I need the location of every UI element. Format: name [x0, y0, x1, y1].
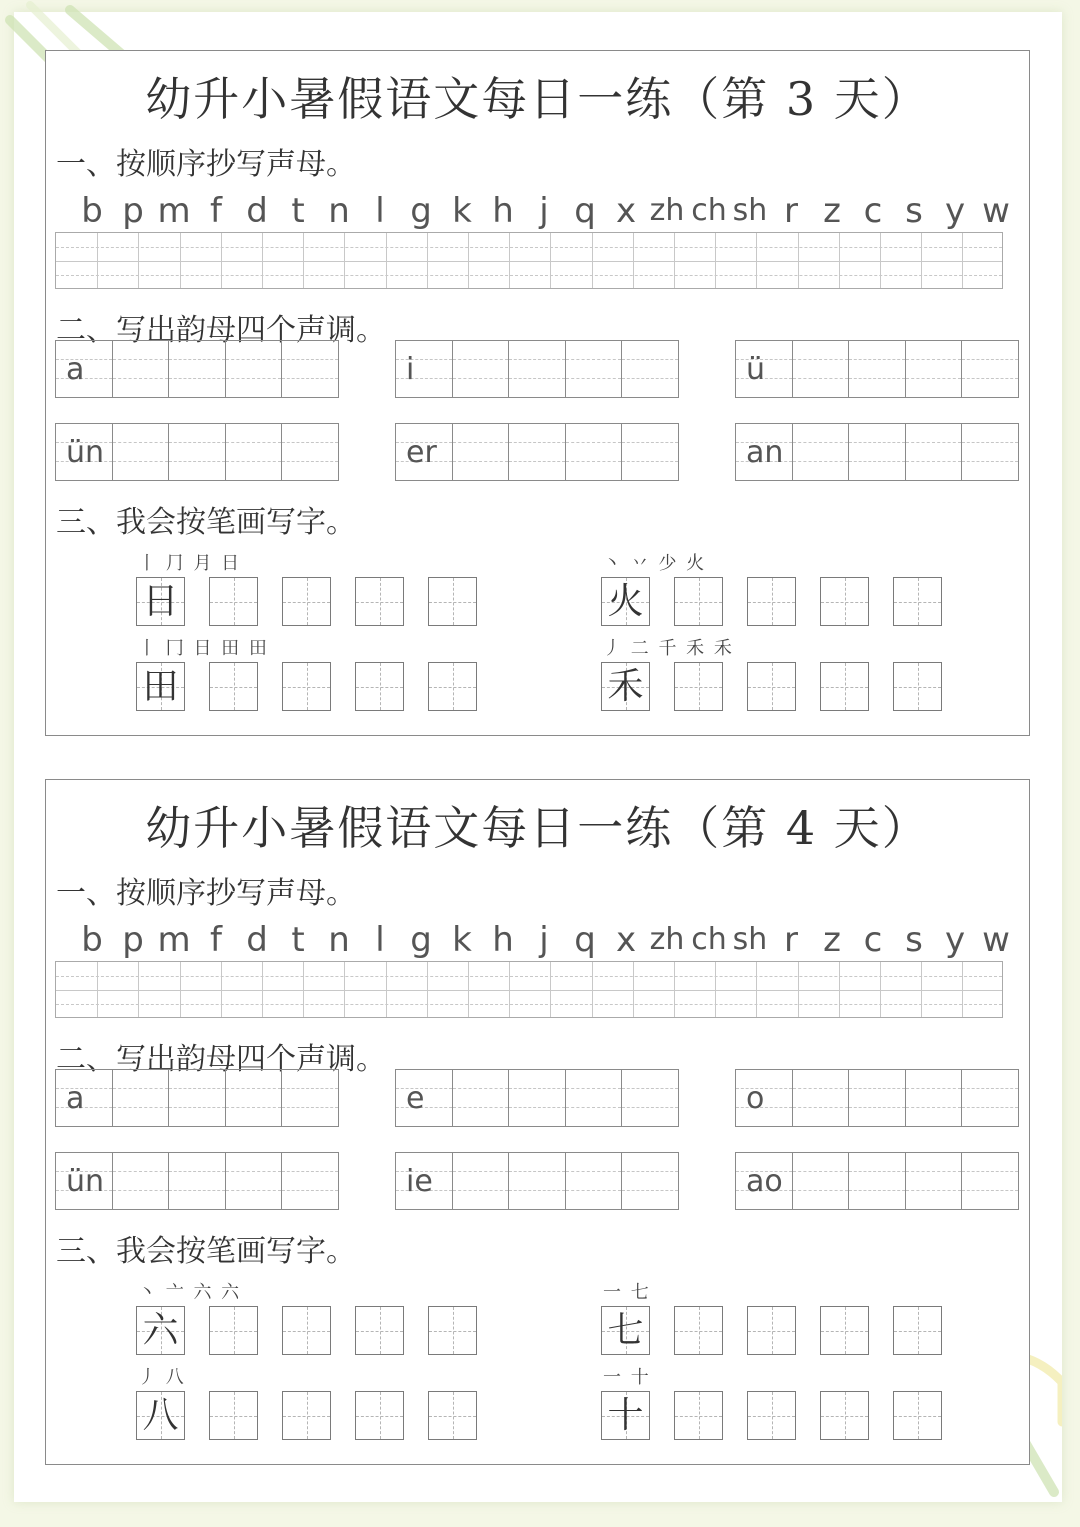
final-label-cell	[56, 1153, 112, 1209]
worksheet-title: 幼升小暑假语文每日一练（第 3 天）	[145, 72, 930, 126]
grid-divider	[550, 233, 551, 288]
tian-grid-write-box[interactable]	[893, 577, 942, 626]
grid-line	[56, 1004, 1002, 1005]
initial-letter: s	[905, 920, 923, 960]
tian-grid-write-box[interactable]	[355, 1306, 404, 1355]
tian-grid-write-box[interactable]	[282, 1306, 331, 1355]
tone-practice-box[interactable]	[55, 340, 339, 398]
final-label-cell	[736, 1070, 792, 1126]
tian-grid-write-box[interactable]	[820, 577, 869, 626]
grid-divider	[921, 233, 922, 288]
tone-write-cell[interactable]	[792, 1153, 849, 1209]
tian-grid-write-box[interactable]	[747, 662, 796, 711]
initial-letter: t	[291, 191, 305, 231]
grid-divider	[880, 233, 881, 288]
initial-letter: p	[122, 191, 144, 231]
tone-practice-box[interactable]	[735, 1152, 1019, 1210]
stroke-order-guide: 丨 ⺆ 月 日	[138, 553, 242, 574]
initial-letter: f	[210, 920, 222, 960]
initial-letter: q	[574, 920, 596, 960]
tone-write-cell[interactable]	[168, 341, 225, 397]
grid-divider	[180, 233, 181, 288]
grid-divider	[138, 233, 139, 288]
initial-letter: w	[982, 920, 1010, 960]
tian-grid-write-box[interactable]	[428, 1391, 477, 1440]
tone-practice-box[interactable]	[55, 1152, 339, 1210]
tone-write-cell[interactable]	[848, 424, 905, 480]
four-line-writing-grid[interactable]	[55, 961, 1003, 1018]
initial-letter: zh	[649, 193, 685, 228]
tone-practice-box[interactable]	[395, 1152, 679, 1210]
section-title-tones: 二、写出韵母四个声调。	[56, 313, 386, 348]
tone-write-cell[interactable]	[508, 424, 565, 480]
initial-letter: n	[328, 920, 350, 960]
model-character-box	[601, 1391, 650, 1440]
grid-divider	[798, 962, 799, 1017]
tone-write-cell[interactable]	[281, 1153, 338, 1209]
tone-write-cell[interactable]	[281, 341, 338, 397]
tone-write-cell[interactable]	[905, 1153, 962, 1209]
tian-grid-write-box[interactable]	[747, 577, 796, 626]
final-label: o	[746, 1081, 765, 1116]
grid-divider	[386, 233, 387, 288]
tone-write-cell[interactable]	[112, 424, 169, 480]
tone-write-cell[interactable]	[905, 424, 962, 480]
tone-practice-box[interactable]	[395, 340, 679, 398]
tone-practice-box[interactable]	[55, 1069, 339, 1127]
grid-divider	[221, 962, 222, 1017]
initial-letter: ch	[691, 922, 727, 957]
initial-letter: q	[574, 191, 596, 231]
grid-divider	[839, 962, 840, 1017]
tian-grid-write-box[interactable]	[820, 662, 869, 711]
grid-line	[56, 261, 1002, 262]
tian-grid-write-box[interactable]	[355, 1391, 404, 1440]
initial-letter: p	[122, 920, 144, 960]
initial-letter: z	[823, 191, 841, 231]
tone-practice-box[interactable]	[735, 340, 1019, 398]
section-title-consonants: 一、按顺序抄写声母。	[56, 147, 356, 182]
tone-write-cell[interactable]	[452, 341, 509, 397]
model-character-box	[136, 577, 185, 626]
final-label-cell	[396, 341, 452, 397]
grid-divider	[962, 233, 963, 288]
initial-letter: h	[492, 920, 514, 960]
tian-grid-write-box[interactable]	[428, 577, 477, 626]
grid-divider	[344, 962, 345, 1017]
grid-divider	[303, 233, 304, 288]
tian-grid-write-box[interactable]	[209, 1306, 258, 1355]
final-label-cell	[396, 1070, 452, 1126]
grid-divider	[509, 962, 510, 1017]
tian-grid-write-box[interactable]	[355, 577, 404, 626]
final-label: ün	[66, 435, 105, 470]
initial-letter: z	[823, 920, 841, 960]
grid-line	[56, 990, 1002, 991]
tone-write-cell[interactable]	[961, 341, 1018, 397]
model-character: 七	[607, 1310, 644, 1351]
final-label-cell	[56, 1070, 112, 1126]
initial-letter: x	[615, 191, 637, 231]
grid-divider	[715, 962, 716, 1017]
model-character-box	[601, 577, 650, 626]
tian-grid-write-box[interactable]	[893, 1306, 942, 1355]
worksheet-day-3	[45, 50, 1030, 736]
final-label: an	[746, 435, 784, 470]
initial-letter: b	[81, 191, 103, 231]
final-label-cell	[396, 424, 452, 480]
initial-letter: c	[863, 191, 883, 231]
initial-letter: g	[410, 191, 432, 231]
final-label: a	[66, 1081, 85, 1116]
tian-grid-write-box[interactable]	[674, 1391, 723, 1440]
grid-divider	[633, 962, 634, 1017]
grid-divider	[303, 962, 304, 1017]
grid-divider	[468, 962, 469, 1017]
grid-divider	[756, 962, 757, 1017]
initial-letter: d	[246, 920, 268, 960]
tian-grid-write-box[interactable]	[820, 1306, 869, 1355]
section-title-strokes: 三、我会按笔画写字。	[56, 1234, 356, 1269]
tian-grid-write-box[interactable]	[747, 1306, 796, 1355]
tone-write-cell[interactable]	[961, 1153, 1018, 1209]
tian-grid-write-box[interactable]	[282, 577, 331, 626]
four-line-writing-grid[interactable]	[55, 232, 1003, 289]
model-character-box	[601, 662, 650, 711]
initial-letter: k	[452, 920, 472, 960]
tian-grid-write-box[interactable]	[674, 662, 723, 711]
tone-write-cell[interactable]	[508, 1070, 565, 1126]
initials-row	[62, 189, 1012, 233]
stroke-order-guide: 一 十	[603, 1367, 651, 1388]
initial-letter: w	[982, 191, 1010, 231]
tone-write-cell[interactable]	[452, 1070, 509, 1126]
tone-write-cell[interactable]	[565, 341, 622, 397]
tone-practice-box[interactable]	[55, 423, 339, 481]
final-label: ie	[406, 1164, 433, 1199]
grid-divider	[97, 233, 98, 288]
final-label-cell	[56, 424, 112, 480]
stroke-order-guide: 丶 亠 六 六	[138, 1282, 242, 1303]
tone-write-cell[interactable]	[621, 424, 678, 480]
tian-grid-write-box[interactable]	[209, 1391, 258, 1440]
tone-write-cell[interactable]	[168, 1153, 225, 1209]
stroke-order-guide: 丿 二 千 禾 禾	[603, 638, 734, 659]
initial-letter: h	[492, 191, 514, 231]
initial-letter: j	[539, 920, 549, 960]
model-character: 田	[142, 666, 179, 707]
tone-write-cell[interactable]	[508, 1153, 565, 1209]
grid-divider	[550, 962, 551, 1017]
initials-row	[62, 918, 1012, 962]
initial-letter: r	[784, 191, 798, 231]
final-label-cell	[396, 1153, 452, 1209]
tone-write-cell[interactable]	[621, 341, 678, 397]
section-title-strokes: 三、我会按笔画写字。	[56, 505, 356, 540]
tone-write-cell[interactable]	[281, 1070, 338, 1126]
tone-write-cell[interactable]	[961, 1070, 1018, 1126]
initial-letter: sh	[732, 193, 768, 228]
tone-write-cell[interactable]	[225, 424, 282, 480]
tone-write-cell[interactable]	[961, 424, 1018, 480]
tone-write-cell[interactable]	[225, 1153, 282, 1209]
tone-write-cell[interactable]	[565, 1153, 622, 1209]
grid-divider	[180, 962, 181, 1017]
model-character: 日	[142, 581, 179, 622]
tone-write-cell[interactable]	[848, 341, 905, 397]
stroke-order-guide: 丿 八	[138, 1367, 186, 1388]
initial-letter: f	[210, 191, 222, 231]
final-label: ao	[746, 1164, 783, 1199]
tone-write-cell[interactable]	[565, 424, 622, 480]
initial-letter: n	[328, 191, 350, 231]
stroke-order-guide: 丶 丷 少 火	[603, 553, 707, 574]
tone-practice-box[interactable]	[395, 423, 679, 481]
tian-grid-write-box[interactable]	[747, 1391, 796, 1440]
tian-grid-write-box[interactable]	[282, 662, 331, 711]
grid-divider	[344, 233, 345, 288]
final-label-cell	[56, 341, 112, 397]
grid-divider	[386, 962, 387, 1017]
tone-write-cell[interactable]	[452, 1153, 509, 1209]
grid-divider	[880, 962, 881, 1017]
tone-write-cell[interactable]	[792, 1070, 849, 1126]
initial-letter: s	[905, 191, 923, 231]
initial-letter: b	[81, 920, 103, 960]
grid-divider	[97, 962, 98, 1017]
grid-divider	[633, 233, 634, 288]
initial-letter: t	[291, 920, 305, 960]
grid-line	[56, 976, 1002, 977]
model-character: 火	[607, 581, 644, 622]
tone-practice-box[interactable]	[735, 423, 1019, 481]
tone-write-cell[interactable]	[621, 1070, 678, 1126]
grid-divider	[468, 233, 469, 288]
tone-write-cell[interactable]	[452, 424, 509, 480]
tone-write-cell[interactable]	[621, 1153, 678, 1209]
initial-letter: ch	[691, 193, 727, 228]
grid-divider	[798, 233, 799, 288]
grid-divider	[592, 233, 593, 288]
tone-write-cell[interactable]	[792, 424, 849, 480]
final-label-cell	[736, 424, 792, 480]
tone-write-cell[interactable]	[792, 341, 849, 397]
initial-letter: m	[157, 920, 191, 960]
grid-divider	[262, 233, 263, 288]
tian-grid-write-box[interactable]	[282, 1391, 331, 1440]
grid-divider	[138, 962, 139, 1017]
initial-letter: l	[375, 920, 385, 960]
grid-divider	[427, 962, 428, 1017]
initial-letter: g	[410, 920, 432, 960]
stroke-order-guide: 丨 冂 日 田 田	[138, 638, 269, 659]
grid-divider	[756, 233, 757, 288]
grid-divider	[509, 233, 510, 288]
final-label: i	[406, 352, 415, 387]
tone-practice-box[interactable]	[735, 1069, 1019, 1127]
final-label: a	[66, 352, 85, 387]
grid-divider	[839, 233, 840, 288]
tone-write-cell[interactable]	[848, 1153, 905, 1209]
tian-grid-write-box[interactable]	[674, 1306, 723, 1355]
tone-write-cell[interactable]	[112, 1153, 169, 1209]
initial-letter: k	[452, 191, 472, 231]
stroke-order-guide: 一 七	[603, 1282, 651, 1303]
grid-divider	[921, 962, 922, 1017]
initial-letter: m	[157, 191, 191, 231]
final-label-cell	[736, 1153, 792, 1209]
tone-practice-box[interactable]	[395, 1069, 679, 1127]
tone-write-cell[interactable]	[168, 1070, 225, 1126]
tone-write-cell[interactable]	[225, 1070, 282, 1126]
grid-line	[56, 275, 1002, 276]
section-title-tones: 二、写出韵母四个声调。	[56, 1042, 386, 1077]
initial-letter: c	[863, 920, 883, 960]
tone-write-cell[interactable]	[168, 424, 225, 480]
tone-write-cell[interactable]	[905, 341, 962, 397]
tian-grid-write-box[interactable]	[209, 577, 258, 626]
worksheet-day-4	[45, 779, 1030, 1465]
worksheet-title: 幼升小暑假语文每日一练（第 4 天）	[145, 801, 930, 855]
initial-letter: r	[784, 920, 798, 960]
model-character-box	[136, 662, 185, 711]
tone-write-cell[interactable]	[508, 341, 565, 397]
grid-divider	[674, 233, 675, 288]
tian-grid-write-box[interactable]	[674, 577, 723, 626]
model-character: 六	[142, 1310, 179, 1351]
tone-write-cell[interactable]	[112, 341, 169, 397]
final-label: e	[406, 1081, 425, 1116]
tone-write-cell[interactable]	[565, 1070, 622, 1126]
initial-letter: j	[539, 191, 549, 231]
initial-letter: zh	[649, 922, 685, 957]
model-character-box	[136, 1391, 185, 1440]
tian-grid-write-box[interactable]	[893, 662, 942, 711]
grid-divider	[674, 962, 675, 1017]
tian-grid-write-box[interactable]	[428, 1306, 477, 1355]
grid-line	[56, 247, 1002, 248]
grid-divider	[715, 233, 716, 288]
tone-write-cell[interactable]	[225, 341, 282, 397]
initial-letter: l	[375, 191, 385, 231]
initial-letter: x	[615, 920, 637, 960]
model-character: 八	[142, 1395, 179, 1436]
final-label-cell	[736, 341, 792, 397]
tone-write-cell[interactable]	[848, 1070, 905, 1126]
initial-letter: sh	[732, 922, 768, 957]
tian-grid-write-box[interactable]	[820, 1391, 869, 1440]
tian-grid-write-box[interactable]	[209, 662, 258, 711]
tone-write-cell[interactable]	[905, 1070, 962, 1126]
model-character: 十	[607, 1395, 644, 1436]
tian-grid-write-box[interactable]	[893, 1391, 942, 1440]
model-character-box	[601, 1306, 650, 1355]
tone-write-cell[interactable]	[281, 424, 338, 480]
tian-grid-write-box[interactable]	[428, 662, 477, 711]
final-label: ü	[746, 352, 766, 387]
grid-divider	[427, 233, 428, 288]
grid-divider	[221, 233, 222, 288]
grid-divider	[262, 962, 263, 1017]
grid-divider	[962, 962, 963, 1017]
initial-letter: y	[944, 191, 966, 231]
initial-letter: y	[944, 920, 966, 960]
model-character: 禾	[607, 666, 644, 707]
final-label: ün	[66, 1164, 105, 1199]
model-character-box	[136, 1306, 185, 1355]
grid-divider	[592, 962, 593, 1017]
final-label: er	[406, 435, 437, 470]
tone-write-cell[interactable]	[112, 1070, 169, 1126]
tian-grid-write-box[interactable]	[355, 662, 404, 711]
initial-letter: d	[246, 191, 268, 231]
section-title-consonants: 一、按顺序抄写声母。	[56, 876, 356, 911]
